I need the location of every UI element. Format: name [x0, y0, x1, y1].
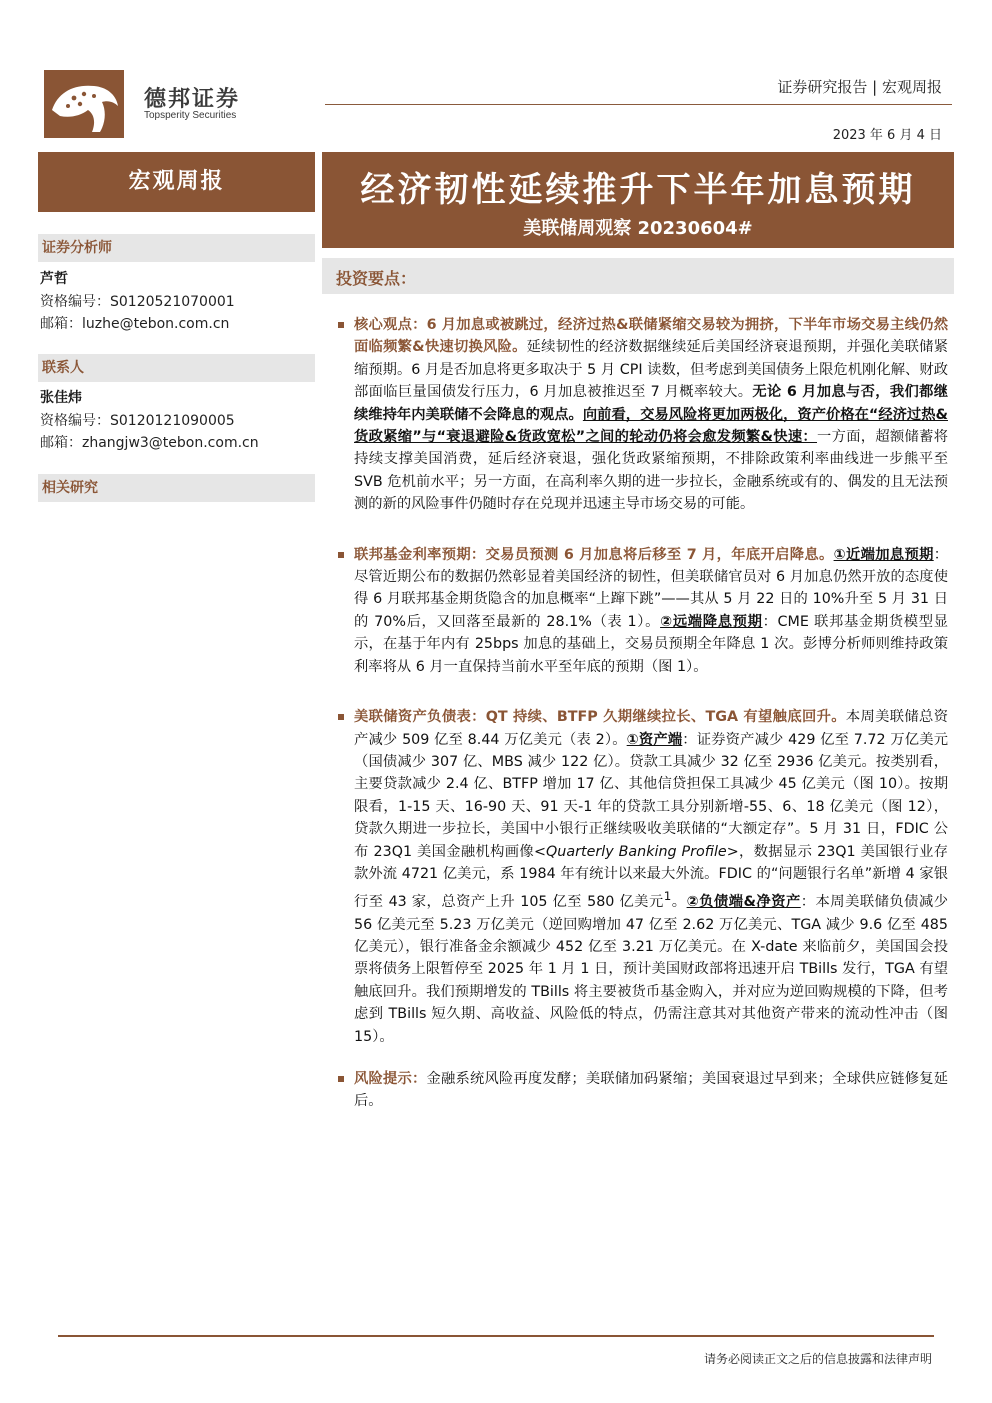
point-text: >，数据显示 23Q1 美国银行业存款外流 4721 亿美元，系 1984 年有统计以来最大外流。FDIC 的“问题银行名单”新增 4 家银行至 43 家，总资产上升 105 亿至 580 亿美元 [354, 843, 948, 911]
point-text: ：CME 联邦基金期货模型显示，在基于年内有 25bps 加息的基础上，交易员预期全年降息 1 次。彭博分析师则维持政策利率将从 6 月一直保持当前水平至年底的预期（图 1）。 [354, 613, 948, 675]
key-points-label: 投资要点： [336, 269, 417, 288]
brand-name-en: Topsperity Securities [144, 110, 237, 121]
point-bold-underline: ①近端加息预期 [833, 546, 934, 563]
point-balance-sheet [336, 706, 948, 1048]
contact-license: 资格编号：S0120121090005 [40, 413, 235, 429]
point-text: 。 [671, 894, 687, 911]
point-text: 一方面，超额储蓄将持续支撑美国消费，延后经济衰退，强化货政紧缩预期，不排除政策利率曲线进一步熊平至 SVB 危机前水平；另一方面，在高利率久期的进一步拉长，金融系统或有的、偶发的且无法预测的新的风险事件仍随时存在兑现并迅速主导市场交易的可能。 [354, 429, 949, 513]
point-bold-underline: ②负债端&净资产 [686, 894, 801, 911]
footnote-mark: 1 [663, 889, 672, 904]
point-bold-underline: ②远端降息预期 [660, 613, 763, 630]
point-bold-underline: ①资产端 [626, 731, 683, 748]
point-heading: 美联储资产负债表：QT 持续、BTFP 久期继续拉长、TGA 有望触底回升。 [354, 709, 846, 726]
brand-logo [44, 70, 254, 142]
analyst-email[interactable]: 邮箱：luzhe@tebon.com.cn [40, 316, 230, 332]
footer-divider [58, 1335, 934, 1337]
analyst-name: 芦哲 [40, 271, 68, 287]
side-banner: 宏观周报 [38, 152, 315, 212]
point-text: 延续韧性的经济数据继续延后美国经济衰退预期，并强化美联储紧缩预期。6 月是否加息将更多取决于 5 月 CPI 读数，但考虑到美国债务上限危机刚化解、财政部面临巨量国债发行压力，6 月加息被推迟至 7 月概率较大。 [354, 339, 949, 401]
header-divider [325, 104, 952, 105]
point-bold-underline: 向前看，交易风险将更加两极化，资产价格在“经济过热&货政紧缩”与“衰退避险&货政宽松”之间的轮动仍将会愈发频繁&快速： [354, 406, 948, 446]
bullet-icon [338, 714, 344, 720]
footer-disclaimer: 请务必阅读正文之后的信息披露和法律声明 [703, 1352, 932, 1366]
report-type: 证券研究报告 | 宏观周报 [777, 78, 942, 96]
title-banner [322, 152, 954, 248]
report-date: 2023 年 6 月 4 日 [832, 128, 942, 143]
analyst-license: 资格编号：S0120521070001 [40, 294, 235, 310]
bullet-icon [338, 1076, 344, 1082]
point-heading: 核心观点：6 月加息或被跳过，经济过热&联储紧缩交易较为拥挤，下半年市场交易主线仍然面临频繁&快速切换风险。 [354, 317, 948, 356]
leopard-logo-icon [44, 70, 124, 138]
related-research-heading: 相关研究 [38, 474, 315, 502]
point-risk [336, 1068, 948, 1113]
point-text: ：本周美联储负债减少 56 亿美元至 5.23 万亿美元（逆回购增加 47 亿至 2.62 万亿美元、TGA 减少 9.6 亿至 485 亿美元），银行准备金余额减少 452 亿至 3.21 万亿美元。在 X-date 来临前夕，美国国会投票将债务上限暂停至 2025 年 1 月 1 日，预计美国财政部将迅速开启 TBills 发行，TGA 有望触底回升。我们预期增发的 TBills 将主要被货币基金购入，并对应为逆回购规模的下降，但考虑到 TBills 短久期、高收益、风险低的特点，仍需注意其对其他资产带来的流动性冲击（图 15）。 [354, 894, 949, 1045]
point-heading: 风险提示： [354, 1070, 427, 1087]
point-fed-funds [336, 544, 948, 678]
brand-name-cn: 德邦证券 [144, 87, 241, 112]
contact-name: 张佳炜 [40, 390, 82, 406]
key-points-header [322, 258, 954, 294]
contact-heading: 联系人 [38, 354, 315, 382]
bullet-icon [338, 552, 344, 558]
point-bold: 无论 6 月加息与否，我们都继续维持年内美联储不会降息的观点。 [354, 384, 949, 423]
point-italic: Quarterly Banking Profile [546, 843, 727, 860]
page-subtitle: 美联储周观察 20230604# [523, 218, 753, 239]
bullet-icon [338, 322, 344, 328]
analyst-heading: 证券分析师 [38, 234, 315, 262]
point-text: ：尽管近期公布的数据仍然彰显着美国经济的韧性，但美联储官员对 6 月加息仍然开放的态度使得 6 月联邦基金期货隐含的加息概率“上蹿下跳”——其从 5 月 22 日的 10%升至 5 月 31 日的 70%后，又回落至最新的 28.1%（表 1）。 [354, 546, 948, 630]
page-title: 经济韧性延续推升下半年加息预期 [360, 170, 916, 210]
point-heading: 联邦基金利率预期：交易员预测 6 月加息将后移至 7 月，年底开启降息。 [354, 546, 834, 563]
contact-email[interactable]: 邮箱：zhangjw3@tebon.com.cn [40, 435, 259, 451]
point-core-view [336, 314, 948, 516]
point-text: 金融系统风险再度发酵；美联储加码紧缩；美国衰退过早到来；全球供应链修复延后。 [354, 1070, 949, 1110]
key-points-content [336, 314, 948, 1133]
point-text: ：证券资产减少 429 亿至 7.72 万亿美元（国债减少 307 亿、MBS 减少 122 亿）。贷款工具减少 32 亿至 2936 亿美元。按类别看，主要贷款减少 2.4 亿、BTFP 增加 17 亿、其他信贷担保工具减少 45 亿美元（图 10）。按期限看，1-15 天、16-90 天、91 天-1 年的贷款工具分别新增-55、6、18 亿美元（图 12），贷款久期进一步拉长，美国中小银行正继续吸收美联储的“大额定存”。5 月 31 日，FDIC 公布 23Q1 美国金融机构画像< [354, 731, 948, 860]
point-text: 本周美联储总资产减少 509 亿至 8.44 万亿美元（表 2）。 [354, 709, 948, 748]
